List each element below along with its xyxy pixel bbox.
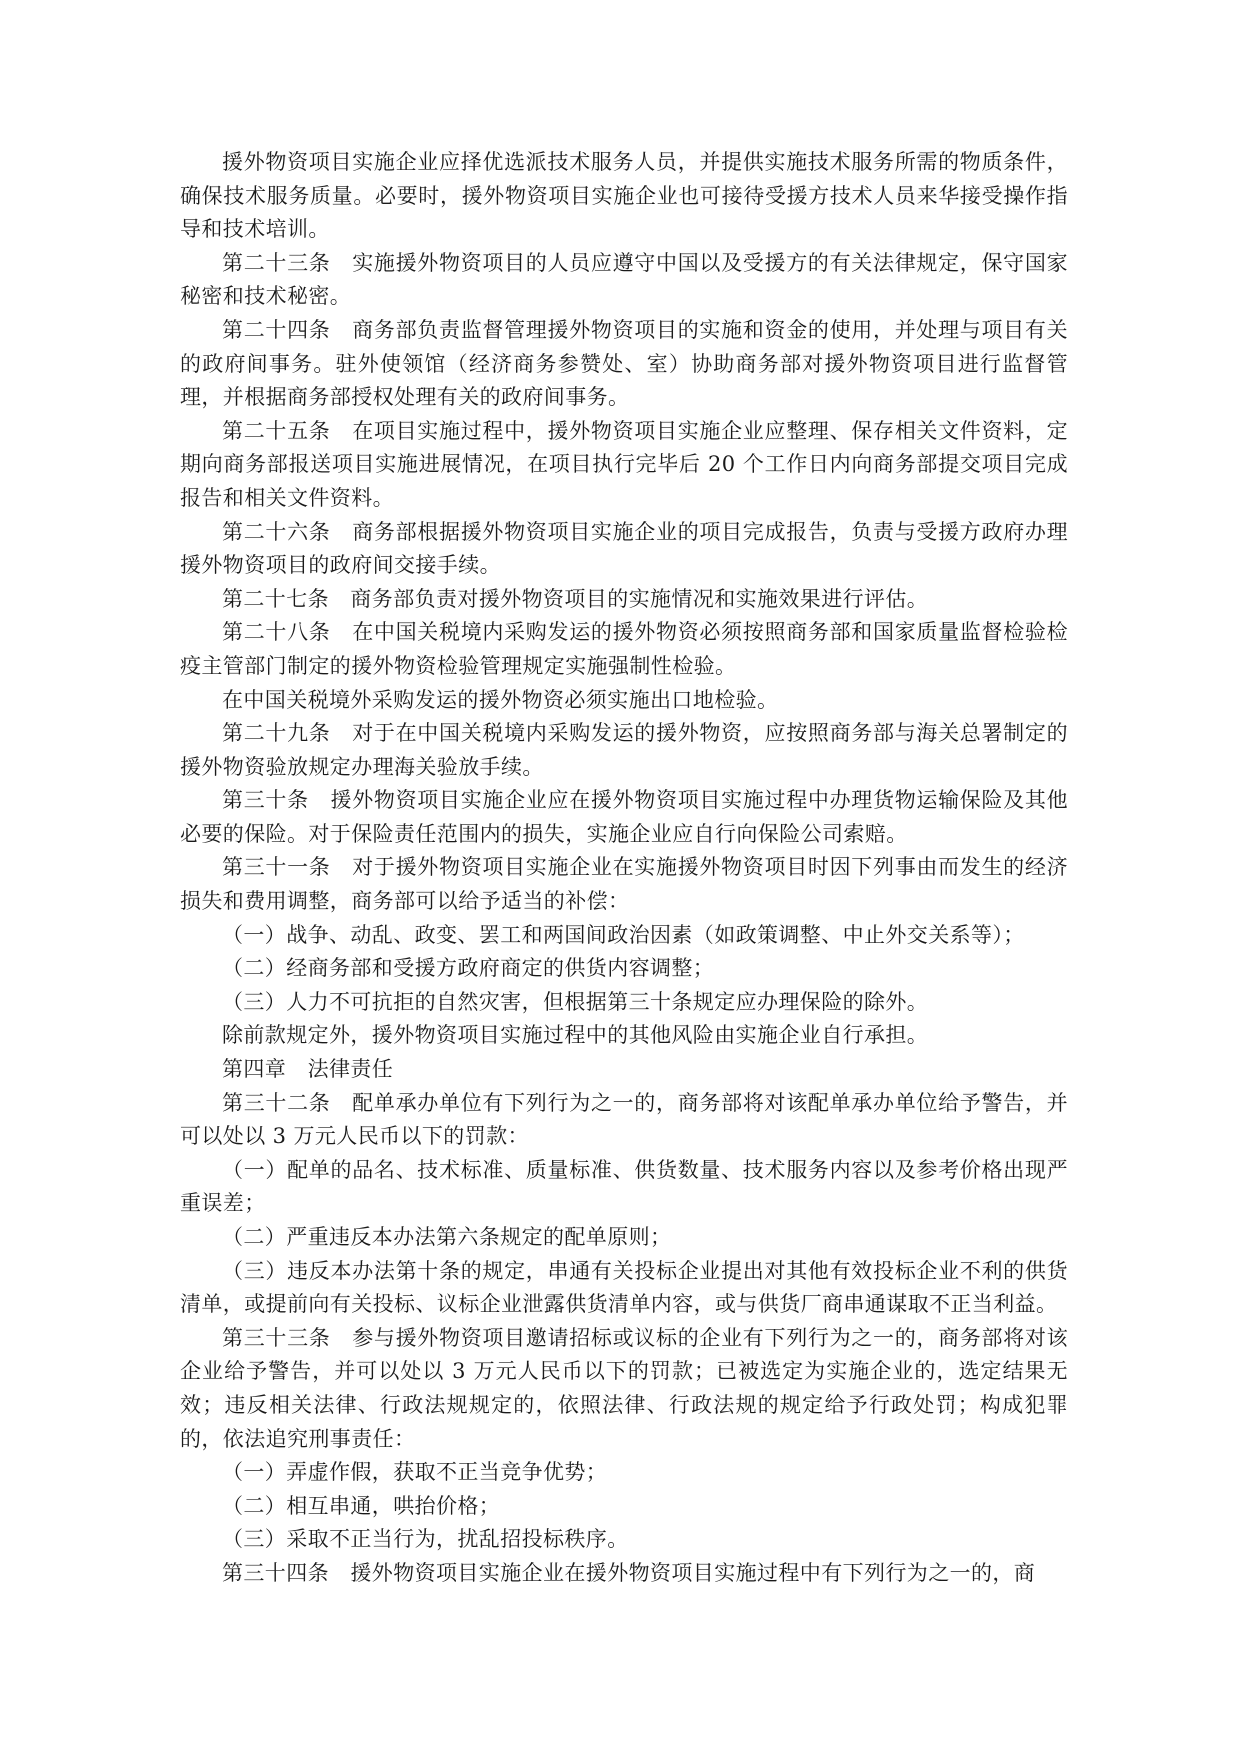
- article-25: 第二十五条 在项目实施过程中，援外物资项目实施企业应整理、保存相关文件资料，定期向商务部报送项目实施进展情况，在项目执行完毕后 20 个工作日内向商务部提交项目完成报告和相关文件资料。: [180, 418, 1068, 510]
- article-23: 第二十三条 实施援外物资项目的人员应遵守中国以及受援方的有关法律规定，保守国家秘密和技术秘密。: [180, 250, 1068, 309]
- article-28: 第二十八条 在中国关税境内采购发运的援外物资必须按照商务部和国家质量监督检验检疫主管部门制定的援外物资检验管理规定实施强制性检验。: [180, 620, 1068, 678]
- article-29: 第二十九条 对于在中国关税境内采购发运的援外物资，应按照商务部与海关总署制定的援外物资验放规定办理海关验放手续。: [180, 721, 1068, 779]
- article-32-item-2: （二）严重违反本办法第六条规定的配单原则；: [222, 1225, 672, 1249]
- article-28-para-2: 在中国关税境外采购发运的援外物资必须实施出口地检验。: [222, 687, 779, 712]
- document-body: [180, 146, 1068, 1591]
- article-34: 第三十四条 援外物资项目实施企业在援外物资项目实施过程中有下列行为之一的，商: [222, 1560, 1036, 1585]
- article-33: 第三十三条 参与援外物资项目邀请招标或议标的企业有下列行为之一的，商务部将对该企业给予警告，并可以处以 3 万元人民币以下的罚款；已被选定为实施企业的，选定结果无效；违反相关法律、行政法规规定的，依照法律、行政法规的规定给予行政处罚；构成犯罪的，依法追究刑事责任：: [180, 1325, 1068, 1451]
- paragraph-1: 援外物资项目实施企业应择优选派技术服务人员，并提供实施技术服务所需的物质条件，确保技术服务质量。必要时，援外物资项目实施企业也可接待受援方技术人员来华接受操作指导和技术培训。: [180, 150, 1068, 242]
- article-31-para-2: 除前款规定外，援外物资项目实施过程中的其他风险由实施企业自行承担。: [222, 1023, 929, 1048]
- chapter-4-heading: 第四章 法律责任: [222, 1057, 394, 1082]
- article-30: 第三十条 援外物资项目实施企业应在援外物资项目实施过程中办理货物运输保险及其他必要的保险。对于保险责任范围内的损失，实施企业应自行向保险公司索赔。: [180, 788, 1068, 846]
- article-32-item-1: （一）配单的品名、技术标准、质量标准、供货数量、技术服务内容以及参考价格出现严重误差；: [180, 1157, 1068, 1216]
- article-24: 第二十四条 商务部负责监督管理援外物资项目的实施和资金的使用，并处理与项目有关的政府间事务。驻外使领馆（经济商务参赞处、室）协助商务部对援外物资项目进行监督管理，并根据商务部授权处理有关的政府间事务。: [180, 317, 1068, 410]
- article-32-item-3: （三）违反本办法第十条的规定，串通有关投标企业提出对其他有效投标企业不利的供货清单，或提前向有关投标、议标企业泄露供货清单内容，或与供货厂商串通谋取不正当利益。: [180, 1258, 1068, 1317]
- article-26: 第二十六条 商务部根据援外物资项目实施企业的项目完成报告，负责与受援方政府办理援外物资项目的政府间交接手续。: [180, 519, 1068, 578]
- article-31-item-3: （三）人力不可抗拒的自然灾害，但根据第三十条规定应办理保险的除外。: [222, 989, 929, 1014]
- article-31-item-2: （二）经商务部和受援方政府商定的供货内容调整；: [222, 956, 715, 981]
- article-33-item-2: （二）相互串通，哄抬价格；: [222, 1493, 501, 1518]
- article-33-item-1: （一）弄虚作假，获取不正当竞争优势；: [222, 1460, 608, 1485]
- article-31: 第三十一条 对于援外物资项目实施企业在实施援外物资项目时因下列事由而发生的经济损失和费用调整，商务部可以给予适当的补偿：: [180, 855, 1068, 914]
- article-27: 第二十七条 商务部负责对援外物资项目的实施情况和实施效果进行评估。: [222, 586, 929, 611]
- article-33-item-3: （三）采取不正当行为，扰乱招投标秩序。: [222, 1527, 629, 1552]
- article-32: 第三十二条 配单承办单位有下列行为之一的，商务部将对该配单承办单位给予警告，并可以处以 3 万元人民币以下的罚款：: [180, 1090, 1068, 1149]
- article-31-item-1: （一）战争、动乱、政变、罢工和两国间政治因素（如政策调整、中止外交关系等）；: [222, 922, 1025, 947]
